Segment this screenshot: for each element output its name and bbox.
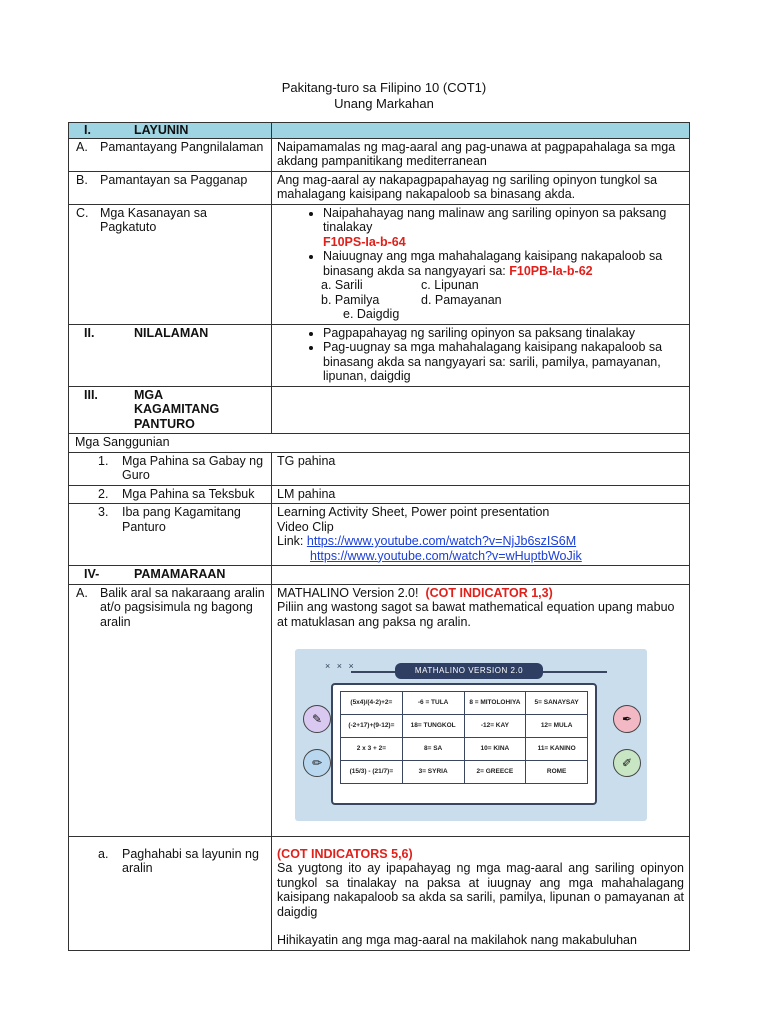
row-label: Iba pang Kagamitang Panturo [122,505,241,534]
grid-cell: (5x4)/(4-2)+2= [341,692,403,715]
grid-cell: 3= SYRIA [402,761,464,784]
cot-indicator: (COT INDICATORS 5,6) [277,846,413,861]
grid-cell: 5= SANAYSAY [526,692,588,715]
grid-row [341,692,588,715]
pen-icon: ✒ [613,705,641,733]
row-paghahabi [69,836,690,950]
row-content: LM pahina [272,485,690,504]
mathalino-grid [340,691,588,784]
grid-cell: 18= TUNGKOL [402,715,464,738]
pencil-cup-icon: ✏ [303,749,331,777]
row-label: Balik aral sa nakaraang aralin at/o pagsisimula ng bagong aralin [100,585,265,629]
section-number: III. [84,387,98,402]
mathalino-banner: MATHALINO VERSION 2.0 [395,663,543,679]
row-number: 1. [98,453,109,468]
activity-description: Sa yugtong ito ay ipapahayag ng mga mag-aaral ang sariling opinyon tungkol sa tinalakay na paksa at iuugnay ang mga mahahalagang kaisipang nakapaloob sa akda sa sarili, pamilya, lipunan o pamayanan at daigdig [277,861,684,919]
mathalino-board [331,683,597,805]
video-link-2[interactable]: https://www.youtube.com/watch?v=wHuptbWoJik [310,548,582,563]
activity-description: Hihikayatin ang mga mag-aaral na makilahok nang makabuluhan [277,933,637,947]
row-letter: A. [76,585,88,600]
document-subtitle: Unang Markahan [334,96,434,111]
grid-cell: 8 = MITOLOHIYA [464,692,526,715]
competency-code: F10PB-Ia-b-62 [509,263,593,278]
row-letter: B. [76,172,88,187]
row-letter: C. [76,205,89,220]
competency-bullet: • Naiuugnay ang mga mahahalagang kaisipang nakapaloob sa binasang akda sa nangyayari sa: F10PB-Ia-b-62 [323,249,684,278]
grid-cell: ROME [526,761,588,784]
section-nilalaman [69,324,690,386]
row-iba-pang-kagamitan [69,504,690,566]
row-number: 2. [98,486,109,501]
link-label: Link: [277,534,304,548]
grid-cell: -6 = TULA [402,692,464,715]
row-mga-sanggunian [69,434,690,453]
grid-cell: (-2+17)+(9-12)= [341,715,403,738]
option-line: b. Pamilya d. Pamayanan [321,292,502,307]
grid-cell: 10= KINA [464,738,526,761]
section-header-layunin [69,123,690,139]
section-number: II. [84,325,95,340]
grid-cell: 8= SA [402,738,464,761]
row-label: Mga Kasanayan sa Pagkatuto [100,205,208,234]
row-content: TG pahina [272,452,690,485]
section-label: NILALAMAN [134,325,209,340]
row-label: Pamantayang Pangnilalaman [100,139,264,154]
section-label: MGA KAGAMITANG PANTURO [134,387,220,431]
grid-row [341,715,588,738]
grid-cell: (15/3) - (21/7)= [341,761,403,784]
mathalino-image [295,649,647,821]
row-pamantayan-sa-pagganap [69,171,690,204]
competency-bullet: • Naipahahayag nang malinaw ang sariling opinyon sa paksang tinalakay F10PS-Ia-b-64 [323,206,684,250]
activity-instructions: Piliin ang wastong sagot sa bawat mathematical equation upang mabuo at matuklasan ang paksa ng aralin. [277,600,675,629]
section-number: I. [84,123,91,137]
content-bullet: • Pag-uugnay sa mga mahahalagang kaisipang nakapaloob sa binasang akda sa nangyayari sa: sarili, pamilya, pamayanan, lipunan, daigdig [323,340,684,384]
row-number: 3. [98,505,109,519]
cot-indicator: (COT INDICATOR 1,3) [425,585,553,600]
option-line: a. Sarili c. Lipunan [321,278,479,292]
competency-code: F10PS-Ia-b-64 [323,234,406,249]
window-dots: × × × [325,661,356,671]
row-label: Paghahabi sa layunin ng aralin [122,846,259,875]
row-content: Naipamamalas ng mag-aaral ang pag-unawa at pagpapahalaga sa mga akdang pampanitikang mediterranean [272,138,690,171]
video-link-1[interactable]: https://www.youtube.com/watch?v=NjJb6szIS6M [306,534,577,548]
document-title: Pakitang-turo sa Filipino 10 (COT1) [281,80,487,95]
row-mga-kasanayan [69,204,690,324]
grid-cell: 2= GREECE [464,761,526,784]
row-teksbuk [69,485,690,504]
notebook-icon: ✐ [613,749,641,777]
content-bullet: • Pagpapahayag ng sariling opinyon sa paksang tinalakay [323,326,684,341]
sanggunian-label: Mga Sanggunian [69,434,690,453]
chat-icon: ✎ [303,705,331,733]
lesson-plan-table [68,122,690,951]
row-gabay-ng-guro [69,452,690,485]
section-kagamitang-panturo [69,386,690,434]
row-label: Mga Pahina sa Teksbuk [122,486,255,501]
row-letter: A. [76,139,88,154]
grid-cell: 2 x 3 + 2= [341,738,403,761]
grid-row [341,761,588,784]
row-label: Pamantayan sa Pagganap [100,172,248,187]
row-content: Ang mag-aaral ay nakapagpapahayag ng sariling opinyon tungkol sa mahalagang kaisipang nakapaloob sa binasang akda. [272,171,690,204]
row-pamantayang-pangnilalaman [69,138,690,171]
option-line: e. Daigdig [343,307,400,321]
activity-heading: MATHALINO Version 2.0! [277,585,419,600]
row-label: Mga Pahina sa Gabay ng Guro [122,453,264,482]
materials-line: Video Clip [277,519,334,534]
section-label: PAMAMARAAN [134,567,226,581]
materials-line: Learning Activity Sheet, Power point presentation [277,505,550,519]
section-label: LAYUNIN [134,123,189,137]
row-letter: a. [98,846,109,861]
grid-cell: 12= MULA [526,715,588,738]
grid-cell: -12= KAY [464,715,526,738]
section-pamamaraan [69,566,690,585]
row-balik-aral [69,584,690,836]
grid-row [341,738,588,761]
grid-cell: 11= KANINO [526,738,588,761]
section-number: IV- [84,567,100,581]
